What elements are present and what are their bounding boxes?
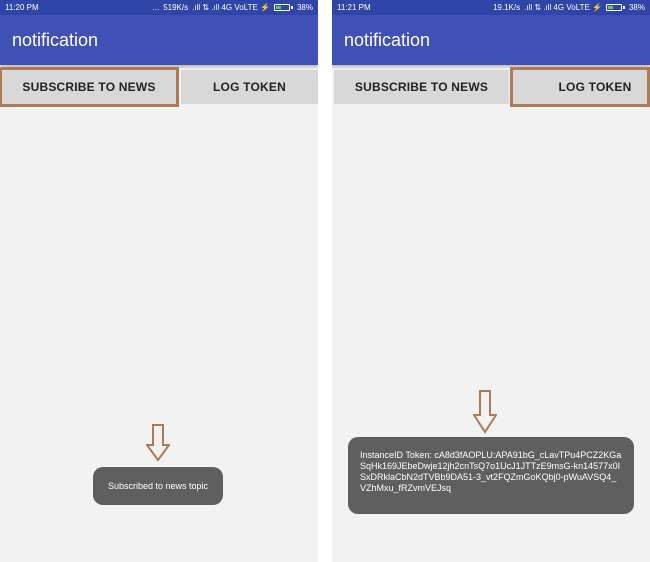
status-bar [0,0,318,15]
app-bar [0,15,318,65]
status-indicators [153,3,313,12]
toast-text: InstanceID Token: cA8d3fAOPLU:APA91bG_cLavTPu4PCZ2KGaSqHk169JEbeDwje12jh2cnTsQ7o1UcJ1JTTzE9msG-kn14577x0ISxDRklaCbN2dTVBb9DA51-3_vt2FQZmGoKQbj0-pWuAVSQ4_VZhMxu_fRZvmVEJsq [360,450,622,493]
app-title: notification [12,29,99,50]
status-indicators [493,3,645,12]
status-time: 11:21 PM [337,3,371,12]
arrow-down-icon [473,390,497,434]
status-time: 11:20 PM [5,3,39,12]
log-token-button[interactable]: LOG TOKEN [181,70,318,104]
status-dots: ... [152,3,160,12]
subscribe-to-news-button[interactable]: SUBSCRIBE TO NEWS [2,70,176,104]
button-row [0,70,318,104]
subscribe-to-news-button[interactable]: SUBSCRIBE TO NEWS [334,70,509,104]
log-token-button[interactable]: LOG TOKEN [513,70,647,104]
battery-percent: 38% [296,3,313,12]
phone-screen-log-token [332,0,650,562]
toast-message [93,467,223,505]
arrow-down-icon [146,424,170,462]
battery-icon [606,4,625,11]
app-bar [332,15,650,65]
battery-icon [274,4,293,11]
app-title: notification [344,29,431,50]
network-speed: 519K/s [163,3,189,12]
status-bar [332,0,650,15]
phone-screen-subscribe [0,0,318,562]
toast-message [348,437,634,514]
toast-text: Subscribed to news topic [107,481,209,491]
button-row [332,70,650,104]
network-speed: 19.1K/s [492,3,521,12]
battery-percent: 38% [628,3,645,12]
signal-icon: .ıll ⇅ .ıll 4G VoLTE ⚡ [524,3,602,12]
signal-icon: .ıll ⇅ .ıll 4G VoLTE ⚡ [192,3,270,12]
